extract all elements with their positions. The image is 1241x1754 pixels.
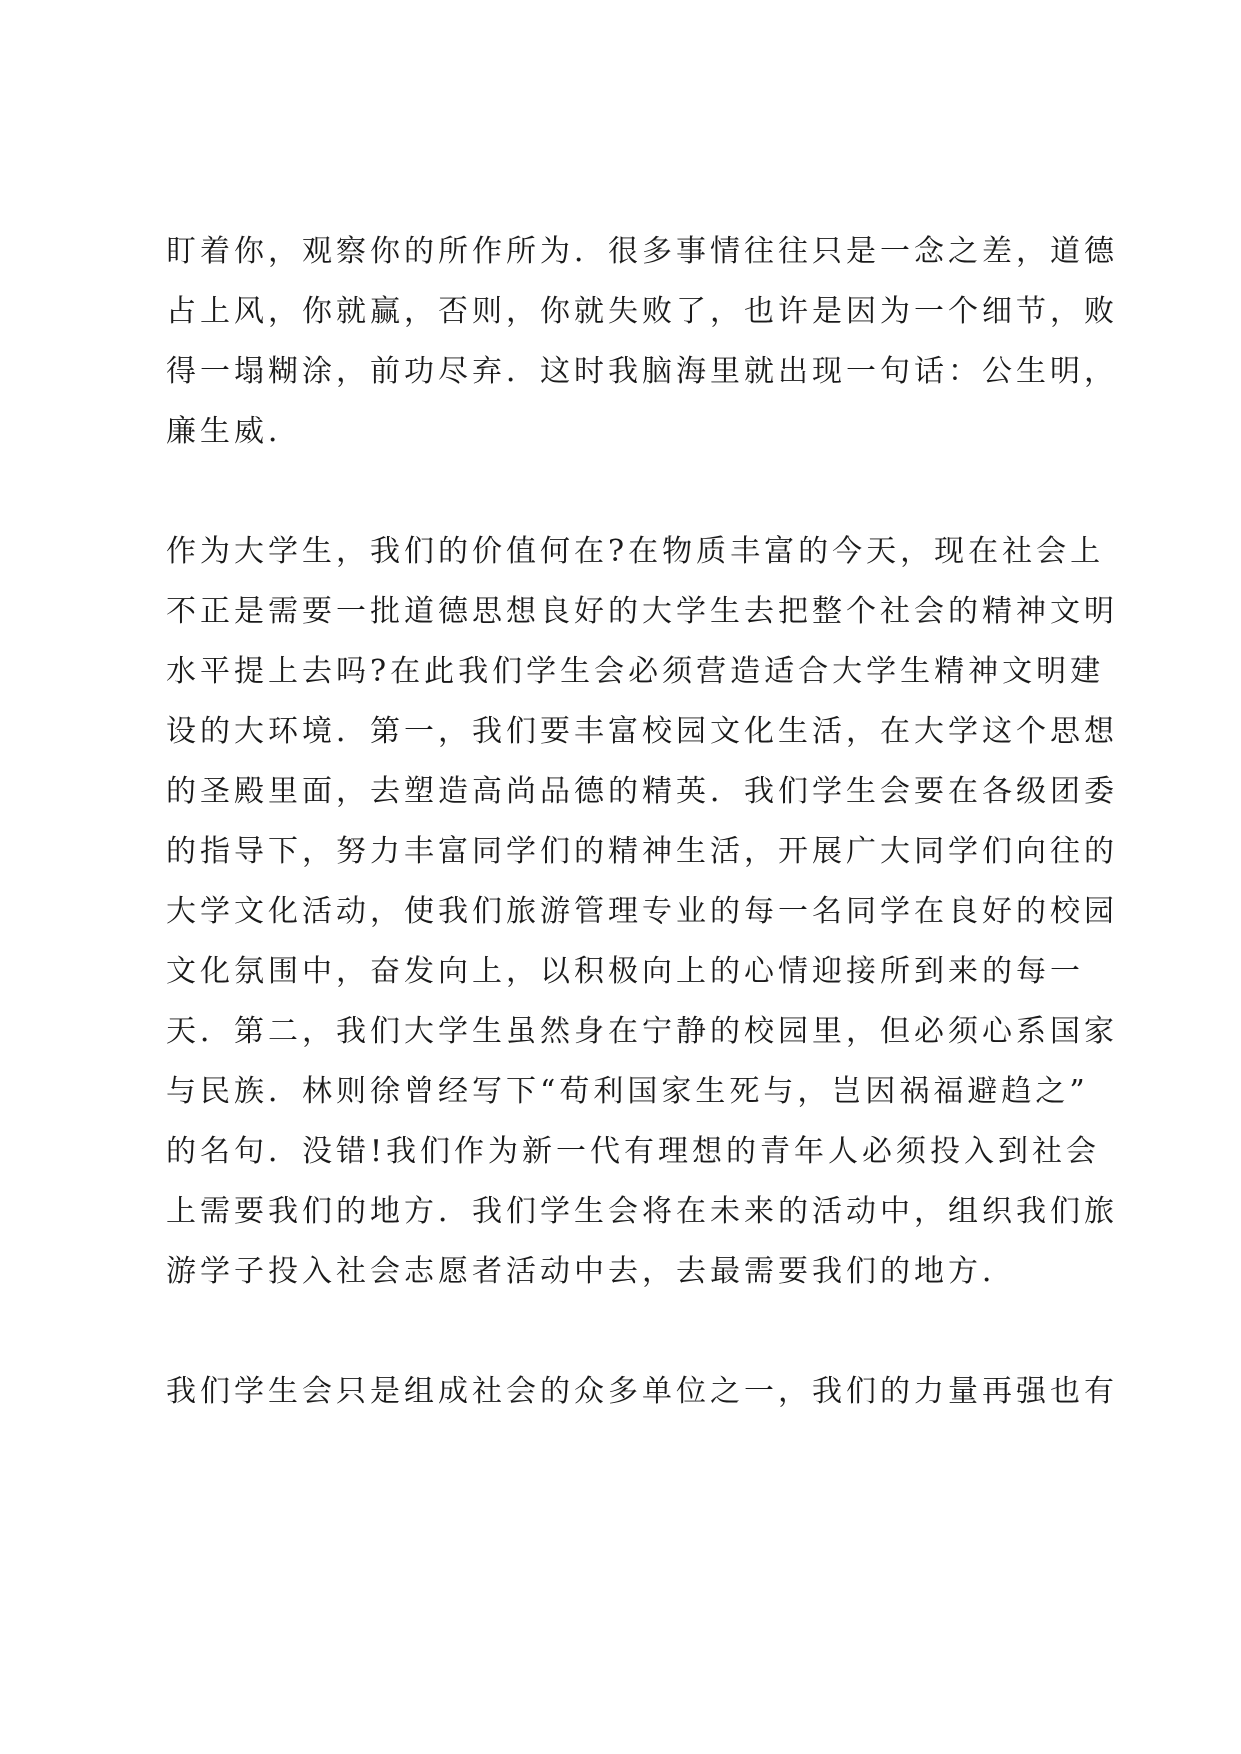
paragraph-line: 的名句．没错!我们作为新一代有理想的青年人必须投入到社会 (166, 1134, 1101, 1169)
paragraph-1 (166, 222, 1118, 462)
paragraph-line: 的圣殿里面，去塑造高尚品德的精英．我们学生会要在各级团委 (166, 774, 1118, 809)
paragraph-line: 设的大环境．第一，我们要丰富校园文化生活，在大学这个思想 (166, 714, 1118, 749)
paragraph-line: 文化氛围中，奋发向上，以积极向上的心情迎接所到来的每一 (166, 954, 1084, 989)
paragraph-line: 游学子投入社会志愿者活动中去，去最需要我们的地方． (166, 1254, 1016, 1289)
paragraph-line: 水平提上去吗?在此我们学生会必须营造适合大学生精神文明建 (166, 654, 1105, 689)
paragraph-line: 盯着你，观察你的所作所为．很多事情往往只是一念之差，道德 (166, 234, 1118, 269)
paragraph-line: 占上风，你就赢，否则，你就失败了，也许是因为一个细节，败 (166, 294, 1118, 329)
paragraph-line: 廉生威． (166, 414, 302, 449)
paragraph-line: 上需要我们的地方．我们学生会将在未来的活动中，组织我们旅 (166, 1194, 1118, 1229)
paragraph-2 (166, 522, 1118, 1302)
paragraph-line: 不正是需要一批道德思想良好的大学生去把整个社会的精神文明 (166, 594, 1118, 629)
paragraph-3 (166, 1362, 1118, 1422)
paragraph-line: 天．第二，我们大学生虽然身在宁静的校园里，但必须心系国家 (166, 1014, 1118, 1049)
paragraph-line: 作为大学生，我们的价值何在?在物质丰富的今天，现在社会上 (166, 534, 1105, 569)
paragraph-line: 我们学生会只是组成社会的众多单位之一，我们的力量再强也有 (166, 1374, 1118, 1409)
paragraph-line: 得一塌糊涂，前功尽弃．这时我脑海里就出现一句话：公生明， (166, 354, 1118, 389)
document-body (166, 222, 1118, 1482)
paragraph-line: 与民族．林则徐曾经写下“苟利国家生死与，岂因祸福避趋之” (166, 1074, 1089, 1109)
paragraph-line: 的指导下，努力丰富同学们的精神生活，开展广大同学们向往的 (166, 834, 1118, 869)
paragraph-line: 大学文化活动，使我们旅游管理专业的每一名同学在良好的校园 (166, 894, 1118, 929)
